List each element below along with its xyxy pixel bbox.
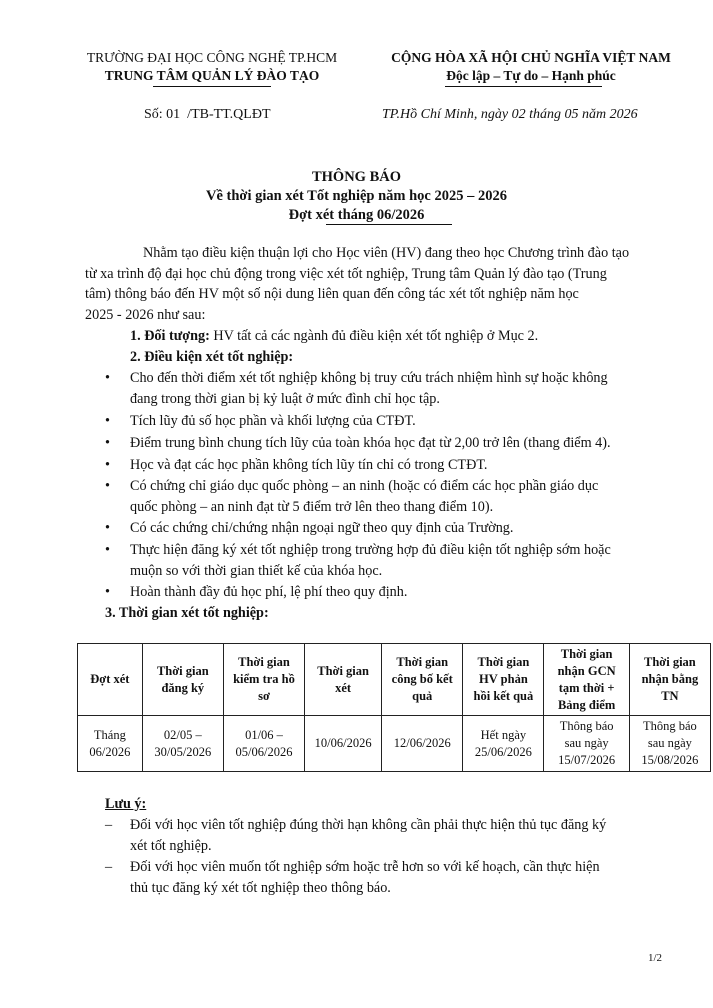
list-item: • Có các chứng chỉ/chứng nhận ngoại ngữ theo quy định của Trường. xyxy=(130,518,513,539)
table-cell: Hết ngày 25/06/2026 xyxy=(463,716,544,772)
list-item: • Học và đạt các học phần không tích lũy tín chỉ có trong CTĐT. xyxy=(130,455,487,476)
section-schedule-label: 3. Thời gian xét tốt nghiệp: xyxy=(105,605,269,621)
bullet-icon: • xyxy=(105,435,110,451)
bullet-icon: • xyxy=(105,478,110,494)
section-target-label: 1. Đối tượng: xyxy=(130,328,210,344)
list-item: – Đối với học viên tốt nghiệp đúng thời hạn không cần phải thực hiện thủ tục đăng ký xét tốt nghiệp. xyxy=(105,817,607,854)
intro-line-1: Nhằm tạo điều kiện thuận lợi cho Học viên (HV) đang theo học Chương trình đào tạo xyxy=(143,245,630,261)
table-header-row xyxy=(78,644,711,716)
header-cell: Thời gian kiểm tra hồ sơ xyxy=(223,644,304,716)
place-date: TP.Hồ Chí Minh, ngày 02 tháng 05 năm 2026 xyxy=(382,107,638,122)
header-cell: Thời gian xét xyxy=(305,644,382,716)
national-header xyxy=(366,49,696,85)
header-cell: Thời gian đăng ký xyxy=(142,644,223,716)
note-label: Lưu ý: xyxy=(105,796,147,812)
table-cell: 02/05 – 30/05/2026 xyxy=(142,716,223,772)
bullet-icon: • xyxy=(105,413,110,429)
org-name-underline xyxy=(153,86,271,87)
motto: Độc lập – Tự do – Hạnh phúc xyxy=(446,68,616,83)
bullet-icon: • xyxy=(105,520,110,536)
table-cell: 01/06 – 05/06/2026 xyxy=(223,716,304,772)
notice-title-block xyxy=(0,168,713,225)
header-cell: Thời gian nhận GCN tạm thời + Bảng điểm xyxy=(544,644,629,716)
list-item: • Hoàn thành đầy đủ học phí, lệ phí theo quy định. xyxy=(130,582,407,603)
list-item: • Cho đến thời điểm xét tốt nghiệp không bị truy cứu trách nhiệm hình sự hoặc không đang trong thời gian bị kỷ luật ở mức đình chỉ học tập. xyxy=(105,370,608,407)
header-cell: Thời gian HV phản hồi kết quả xyxy=(463,644,544,716)
dash-icon: – xyxy=(105,859,113,875)
bullet-icon: • xyxy=(105,370,110,386)
list-item: – Đối với học viên muốn tốt nghiệp sớm hoặc trễ hơn so với kế hoạch, cần thực hiện thủ tục đăng ký xét tốt nghiệp theo thông báo. xyxy=(105,859,600,896)
section-target-text: HV tất cả các ngành đủ điều kiện xét tốt nghiệp ở Mục 2. xyxy=(209,328,539,344)
bullet-icon: • xyxy=(105,542,110,558)
table-cell: Thông báo sau ngày 15/07/2026 xyxy=(544,716,629,772)
notice-round: Đợt xét tháng 06/2026 xyxy=(288,207,425,223)
list-item: • Có chứng chỉ giáo dục quốc phòng – an ninh (hoặc có điểm các học phần giáo dục quốc phòng – an ninh đạt từ 5 điểm trở lên theo thang điểm 10). xyxy=(105,478,599,515)
header-cell: Thời gian công bố kết quả xyxy=(382,644,463,716)
intro-line-4: 2025 - 2026 như sau: xyxy=(85,307,206,323)
list-item: • Thực hiện đăng ký xét tốt nghiệp trong trường hợp đủ điều kiện tốt nghiệp sớm hoặc muộn so với thời gian thiết kế của khóa học. xyxy=(105,542,611,579)
title-underline xyxy=(326,224,452,225)
table-cell: Tháng 06/2026 xyxy=(78,716,143,772)
notice-subject: Về thời gian xét Tốt nghiệp năm học 2025 – 2026 xyxy=(205,188,507,204)
motto-underline xyxy=(445,86,602,87)
section-conditions-label: 2. Điều kiện xét tốt nghiệp: xyxy=(130,349,294,365)
bullet-icon: • xyxy=(105,584,110,600)
intro-line-2: từ xa trình độ đại học chủ động trong việc xét tốt nghiệp, Trung tâm Quản lý đào tạo (Trung xyxy=(85,266,607,282)
table-cell: 10/06/2026 xyxy=(305,716,382,772)
page-number: 1/2 xyxy=(648,952,663,964)
center-name: TRUNG TÂM QUẢN LÝ ĐÀO TẠO xyxy=(104,68,320,83)
section-target xyxy=(130,326,538,347)
bullet-icon: • xyxy=(105,457,110,473)
header-cell: Đợt xét xyxy=(78,644,143,716)
table-cell: 12/06/2026 xyxy=(382,716,463,772)
dash-icon: – xyxy=(105,817,113,833)
list-item: • Điểm trung bình chung tích lũy của toàn khóa học đạt từ 2,00 trở lên (thang điểm 4). xyxy=(130,433,611,454)
intro-line-3: tâm) thông báo đến HV một số nội dung liên quan đến công tác xét tốt nghiệp năm học xyxy=(85,286,579,302)
notice-title: THÔNG BÁO xyxy=(311,169,402,185)
list-item: • Tích lũy đủ số học phần và khối lượng của CTĐT. xyxy=(130,411,416,432)
country-name: CỘNG HÒA XÃ HỘI CHỦ NGHĨA VIỆT NAM xyxy=(391,50,671,65)
org-name xyxy=(62,49,362,85)
document-number: Số: 01 /TB-TT.QLĐT xyxy=(144,107,271,122)
table-row xyxy=(78,716,711,772)
schedule-table xyxy=(77,643,711,772)
header-cell: Thời gian nhận bằng TN xyxy=(629,644,710,716)
university-name: TRƯỜNG ĐẠI HỌC CÔNG NGHỆ TP.HCM xyxy=(86,50,338,65)
table-cell: Thông báo sau ngày 15/08/2026 xyxy=(629,716,710,772)
